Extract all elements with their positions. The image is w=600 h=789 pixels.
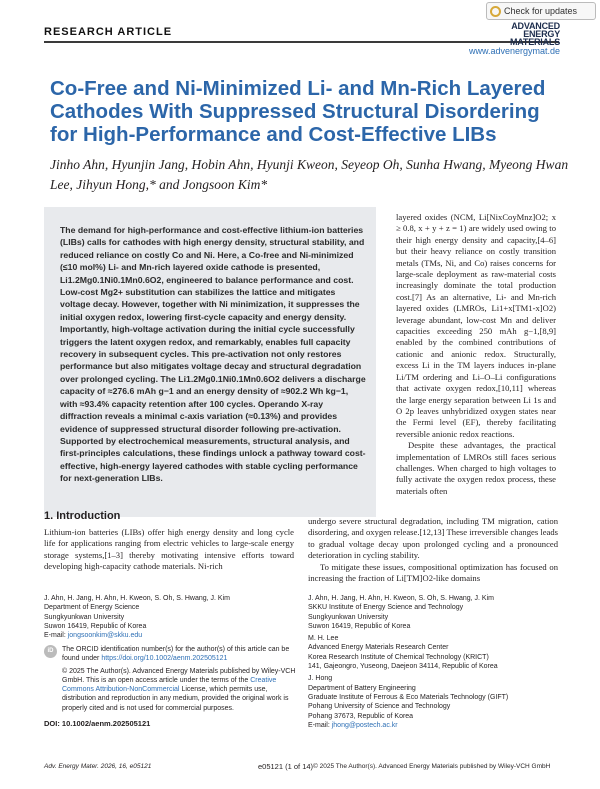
abstract-part-3: delivers a discharge capacity of ≈276.6 mAh g−1 and an energy density of ≈902.2 Wh kg−1, with ≈93.4% capacity retention after 100 cycles. Operando X-ray diffraction reveals a minimal c-axis variation (≈0.13%) and provides evidence of suppressed structural disorder following pre-activation. Supported by electrochemical measurements, structural analysis, and first-principles calculations, these findings unlock a pathway toward cost-effective, high-energy layered cathodes with stable cycling performance for next-generation LIBs. bbox=[60, 373, 366, 484]
license-line-1: © 2025 The Author(s). Advanced Energy Materials published by Wiley-VCH GmbH. This is an open access article under the terms of the bbox=[62, 667, 296, 684]
affiliation-line: Pohang 37673, Republic of Korea bbox=[308, 712, 414, 720]
abstract-part-1: The demand for high-performance and cost-effective lithium-ion batteries (LIBs) calls for cathodes with high energy density, structural stability, and reduced reliance on costly Co and Ni. Here, a Co-free and Ni-minimized (≤10 mol%) Li- and Mn-rich layered oxide cathode is presented, bbox=[60, 225, 365, 273]
affiliation-email: E-mail: jhong@postech.ac.kr bbox=[308, 721, 398, 729]
affiliation-line: Suwon 16419, Republic of Korea bbox=[308, 622, 411, 630]
article-title: Co-Free and Ni-Minimized Li- and Mn-Rich Layered Cathodes With Suppressed Structural Disordering for High-Performance and Cost-Effective LIBs bbox=[50, 77, 546, 146]
orcid-icon: iD bbox=[44, 645, 57, 658]
logo-line-2: ENERGY bbox=[523, 29, 560, 39]
affiliations-right bbox=[308, 594, 558, 730]
body-text-right-top bbox=[396, 212, 556, 497]
orcid-link[interactable]: https://doi.org/10.1002/aenm.202505121 bbox=[101, 655, 228, 663]
footer-citation: Adv. Energy Mater. 2026, 16, e05121 bbox=[44, 763, 152, 770]
affiliation-email: E-mail: jongsoonkim@skku.edu bbox=[44, 632, 143, 640]
author-list: Jinho Ahn, Hyunjin Jang, Hobin Ahn, Hyunji Kweon, Seyeop Oh, Sunha Hwang, Myeong Hwan Lee, Jihyun Hong,* and Jongsoon Kim* bbox=[50, 157, 569, 192]
affiliations-left bbox=[44, 594, 294, 640]
license-link[interactable]: Creative Commons Attribution-NonCommercial bbox=[62, 676, 277, 694]
abstract-formula-1: Li1.2Mg0.1Ni0.1Mn0.6O2 bbox=[60, 274, 162, 285]
body-paragraph: undergo severe structural degradation, including TM migration, cation disordering, and oxygen release.[12,13] These irreversible changes leads to gradual voltage decay upon prolonged cycling and a pronounced deterioration in cycling stability. bbox=[308, 516, 558, 561]
intro-text: Lithium-ion batteries (LIBs) offer high energy density and long cycle life for applications ranging from electric vehicles to large-scale energy storage systems,[1–3] thereby motivating intensive efforts toward developing high-capacity cathode materials. Ni-rich bbox=[44, 527, 294, 572]
affiliation-line: Sungkyunkwan University bbox=[308, 613, 389, 621]
affiliation-line: J. Hong bbox=[308, 675, 333, 683]
orcid-text: The ORCID identification number(s) for the author(s) of this article can be found under bbox=[62, 646, 290, 663]
check-updates-button[interactable] bbox=[486, 2, 596, 20]
affiliation-line: 141, Gajeongro, Yuseong, Daejeon 34114, Republic of Korea bbox=[308, 663, 498, 671]
section-heading: 1. Introduction bbox=[44, 510, 121, 522]
abstract-formula-2: Li1.2Mg0.1Ni0.1Mn0.6O2 bbox=[178, 373, 280, 384]
license-block bbox=[62, 645, 298, 713]
logo-line-1: ADVANCED bbox=[511, 21, 560, 31]
affiliation-line: Department of Battery Engineering bbox=[308, 684, 416, 692]
affiliation-line: J. Ahn, H. Jang, H. Ahn, H. Kweon, S. Oh, S. Hwang, J. Kim bbox=[308, 595, 494, 602]
orcid-note bbox=[62, 645, 298, 664]
affiliation-line: Korea Research Institute of Chemical Technology (KRICT) bbox=[308, 653, 489, 661]
logo-line-3: MATERIALS bbox=[509, 37, 560, 47]
footer-page-number: e05121 (1 of 14) bbox=[258, 762, 314, 771]
footer-copyright: © 2025 The Author(s). Advanced Energy Materials published by Wiley-VCH GmbH bbox=[313, 763, 551, 770]
affiliation-line: Advanced Energy Materials Research Center bbox=[308, 644, 449, 652]
license-text bbox=[62, 667, 298, 713]
section-label: RESEARCH ARTICLE bbox=[44, 26, 173, 38]
email-link[interactable]: jongsoonkim@skku.edu bbox=[67, 632, 143, 640]
body-text-right-bottom bbox=[308, 516, 558, 584]
affiliation-line: Sungkyunkwan University bbox=[44, 613, 125, 621]
abstract-part-2: , engineered to balance performance and cost. Low-cost Mg2+ substitution can stabilizes the lattice and mitigates voltage decay. However, together with Ni minimization, it suppresses the initial oxygen redox, lowering first-cycle capacity and energy density. Importantly, high-voltage activation during the initial cycle successfully triggers the latent oxygen redox, and remarkably, enables full capacity recovery in subsequent cycles. This pre-activation not only restores performance but also mitigates voltage decay and structural degradation over prolonged cycling. The bbox=[60, 274, 362, 384]
journal-logo bbox=[490, 22, 560, 46]
journal-url-link[interactable]: www.advenergymat.de bbox=[468, 46, 560, 56]
affiliation-line: SKKU Institute of Energy Science and Technology bbox=[308, 604, 464, 612]
affiliation-line: Suwon 16419, Republic of Korea bbox=[44, 622, 147, 630]
license-line-2: License, which permits use, distribution and reproduction in any medium, provided the original work is properly cited and is not used for commercial purposes. bbox=[62, 686, 289, 712]
affiliation-line: Pohang University of Science and Technology bbox=[308, 703, 451, 711]
affiliation-line: J. Ahn, H. Jang, H. Ahn, H. Kweon, S. Oh, S. Hwang, J. Kim bbox=[44, 595, 230, 602]
body-paragraph: layered oxides (NCM, Li[NixCoyMnz]O2; x ≥ 0.8, x + y + z = 1) are widely used owing to their high energy density and capacity,[4–6] but their heavy reliance on costly transition metals (TMs, Ni, and Co) raises concerns for large-scale deployment as raw-material costs increasingly dominate the total production cost.[7] As an alternative, Li- and Mn-rich layered oxides (LMROs, Li1+x[TM1-x]O2) leverage abundant, low-cost Mn and deliver capacities exceeding 250 mAh g−1,[8,9] enabled by the combined contributions of cationic and anionic redox. Structurally, excess Li in the TM layers induces in-plane Li/TM ordering and Li–O–Li configurations that activate oxygen redox,[10,11] whereas the large energy separation between Li 1s and O 2p leaves unhybridized oxygen states near the Fermi level (EF), thereby facilitating reversible anionic redox reactions. bbox=[396, 212, 556, 439]
abstract-text bbox=[60, 224, 366, 485]
email-link[interactable]: jhong@postech.ac.kr bbox=[331, 721, 398, 729]
affiliation-line: Graduate Institute of Ferrous & Eco Materials Technology (GIFT) bbox=[308, 693, 509, 701]
doi-label: DOI: 10.1002/aenm.202505121 bbox=[44, 719, 151, 728]
affiliation-line: M. H. Lee bbox=[308, 635, 339, 643]
header-rule bbox=[44, 41, 559, 43]
body-paragraph: To mitigate these issues, compositional optimization has focused on increasing the fraction of Li[TM]O2-like domains bbox=[308, 561, 558, 584]
check-updates-label: Check for updates bbox=[504, 6, 578, 16]
affiliation-line: Department of Energy Science bbox=[44, 604, 140, 612]
body-paragraph: Despite these advantages, the practical implementation of LMROs still faces serious challenges. When charged to high voltages to fully activate the oxygen redox process, these materials often bbox=[396, 440, 556, 496]
check-updates-icon bbox=[490, 6, 501, 17]
